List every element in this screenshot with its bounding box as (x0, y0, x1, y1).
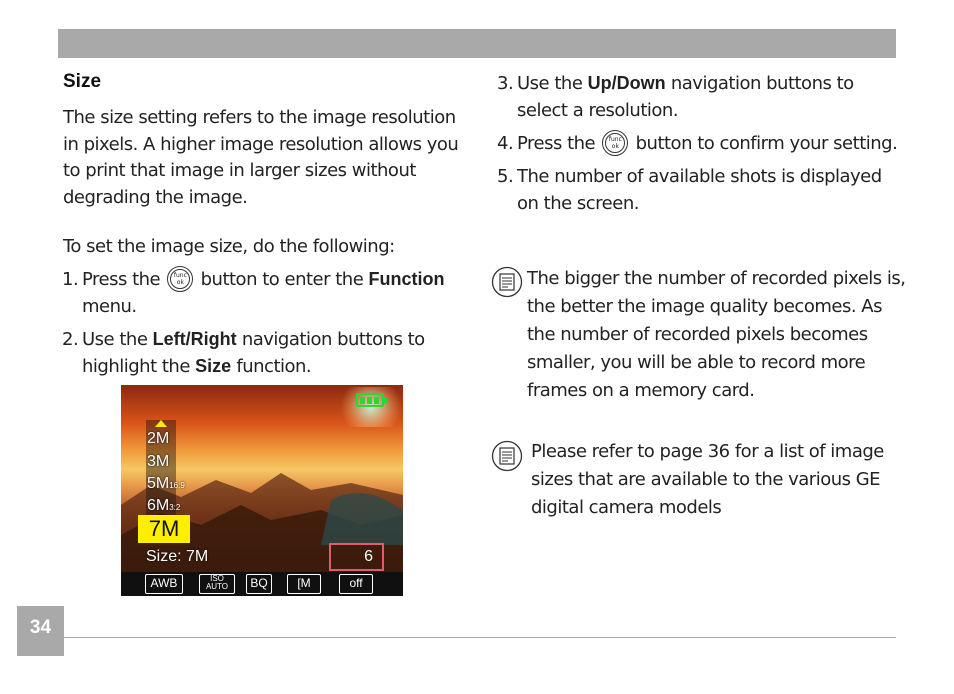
step-text: navigation buttons to highlight the (82, 329, 425, 377)
battery-icon (356, 393, 384, 407)
step-bold-term: Left/Right (152, 329, 237, 349)
header-bar (58, 29, 896, 58)
step-2 (62, 326, 472, 380)
step-text: The number of available shots is displayed on the screen. (517, 166, 882, 214)
up-arrow-icon (155, 420, 167, 427)
step-4 (497, 130, 917, 157)
step-number: 1. (62, 269, 79, 290)
quality-icon: BQ (246, 574, 272, 594)
func-ok-button-icon: func ok (167, 266, 193, 292)
step-text: navigation buttons to select a resolution. (517, 73, 854, 121)
step-1 (62, 266, 472, 320)
page-number: 34 (17, 606, 64, 656)
note-text: Please refer to page 36 for a list of image sizes that are available to the various GE digital camera models (531, 441, 884, 518)
size-option: 2M (147, 430, 170, 447)
color-effect-icon: off (339, 574, 373, 594)
step-text: button to confirm your setting. (635, 133, 898, 154)
step-bold-term: Up/Down (587, 73, 666, 93)
step-bold-term: Size (195, 356, 232, 376)
available-shots-count: 6 (329, 543, 384, 571)
step-number: 5. (497, 166, 514, 187)
section-heading: Size (63, 71, 102, 92)
selected-size-option: 7M (138, 515, 190, 543)
step-number: 4. (497, 133, 514, 154)
memo-icon (491, 266, 523, 298)
function-menu-bar (121, 572, 403, 596)
step-text: button to enter the (200, 269, 364, 290)
size-readout: Size: 7M (146, 548, 209, 565)
step-text: menu. (82, 296, 137, 317)
memo-icon (491, 440, 523, 472)
step-text: Use the (82, 329, 148, 350)
metering-icon: [M (287, 574, 321, 594)
size-option: 5M16:9 (147, 475, 185, 492)
iso-icon: ISO AUTO (199, 574, 235, 594)
size-option: 3M (147, 453, 170, 470)
step-text: Use the (517, 73, 583, 94)
camera-lcd-screenshot (121, 385, 403, 596)
step-number: 3. (497, 73, 514, 94)
white-balance-icon: AWB (145, 574, 183, 594)
lead-paragraph: To set the image size, do the following: (63, 236, 395, 257)
step-3 (497, 70, 907, 124)
intro-paragraph: The size setting refers to the image resolution in pixels. A higher image resolution allows you to print that image in larger sizes without degrading the image. (63, 107, 459, 208)
note-text: The bigger the number of recorded pixels is, the better the image quality becomes. As the number of recorded pixels becomes smaller, you will be able to record more frames on a memory card. (527, 268, 906, 401)
step-text: Press the (517, 133, 596, 154)
step-text: Press the (82, 269, 161, 290)
size-option: 6M3:2 (147, 497, 181, 514)
footer-rule (64, 637, 896, 638)
func-ok-button-icon: func ok (602, 130, 628, 156)
step-bold-term: Function (368, 269, 445, 289)
step-number: 2. (62, 329, 79, 350)
step-text: function. (236, 356, 312, 377)
step-5 (497, 163, 907, 217)
